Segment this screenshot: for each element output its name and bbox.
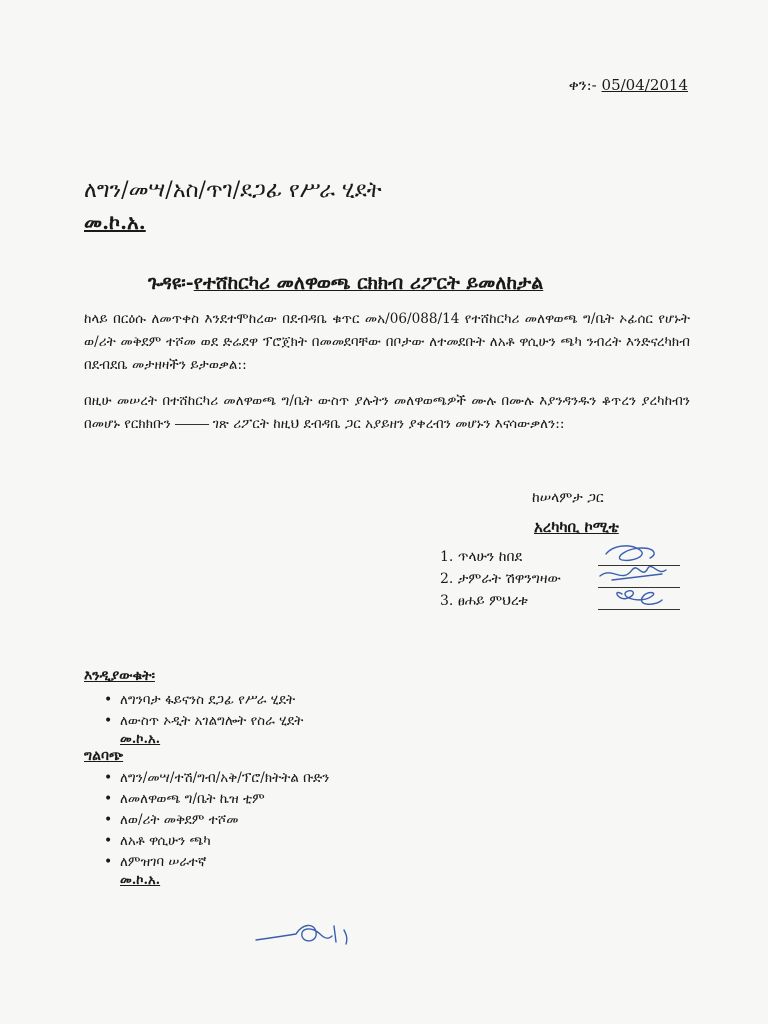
signatory-name: ጥላሁን ከበደ: [457, 549, 523, 565]
body-paragraph-2-end: ገጽ ሪፖርት ከዚህ ደብዳቤ ጋር አያይዘን ያቀረብን መሆኑን እናሳውቃለን::: [212, 416, 565, 432]
cc-info-section: [100, 690, 303, 747]
closing-greeting: ከሠላምታ ጋር: [532, 490, 604, 506]
list-item: • ለግን/መሣ/ተሽ/ግብ/አቅ/ፕሮ/ክትትል ቡድን: [100, 768, 329, 789]
date-label: ቀን:-: [568, 76, 597, 94]
signatory-name: ፀሐይ ምህረቱ: [457, 593, 528, 609]
signatory-name: ታምራት ሽዋንግዛው: [457, 571, 561, 587]
cc-copy-list: [100, 768, 329, 873]
author-initials-signature: [250, 916, 360, 952]
subject-line: [148, 272, 543, 294]
cc-info-org: መ.ኮ.አ.: [120, 732, 161, 747]
body-paragraph-2: [84, 390, 690, 436]
list-item: • ለውስጥ ኦዲት አገልግሎት የስራ ሂደት: [100, 711, 303, 732]
cc-copy-section: [100, 768, 329, 888]
addressee-line-1: ለግን/መሣ/አስ/ጥገ/ደጋፊ የሥራ ሂደት: [84, 178, 382, 203]
signatory-number: 1.: [440, 549, 454, 565]
list-item: • ለወ/ሪት መቅደም ተሾመ: [100, 810, 329, 831]
body-paragraph-2-start: በዚሁ መሠረት በተሸከርካሪ መለዋወጫ ግ/ቤት ውስጥ ያሉትን መለዋወጫዎች ሙሉ በሙሉ እያንዳንዱን ቆጥረን ያረካከብን በመሆኑ የርክክቡን: [84, 393, 690, 432]
list-item: • ለመለዋወጫ ግ/ቤት ኬዝ ቲም: [100, 789, 329, 810]
page-count-blank: [175, 424, 209, 425]
list-item: • ለምዝገባ ሠራተኛ: [100, 852, 329, 873]
addressee-line-2: መ.ኮ.አ.: [84, 210, 146, 234]
cc-info-title: እንዲያውቁት፡: [84, 668, 155, 684]
subject-text: የተሸከርካሪ መለዋወጫ ርክክብ ሪፖርት ይመለከታል: [193, 272, 544, 294]
signatory-number: 2.: [440, 571, 454, 587]
cc-copy-title: ግልባጭ: [84, 748, 124, 764]
cc-info-list: [100, 690, 303, 732]
list-item: • ለግንባታ ፋይናንስ ደጋፊ የሥራ ሂደት: [100, 690, 303, 711]
signatory-number: 3.: [440, 593, 454, 609]
cc-copy-org: መ.ኮ.አ.: [120, 873, 161, 888]
date-value: 05/04/2014: [601, 76, 688, 94]
committee-title: አረካካቢ ኮሚቴ: [534, 518, 619, 536]
date-line: [569, 76, 688, 94]
subject-label: ጉዳዩ፡-: [148, 272, 194, 294]
list-item: • ለአቶ ዋሲሁን ጫካ: [100, 831, 329, 852]
handwritten-signatures: [592, 540, 682, 612]
body-paragraph-1: ከላይ በርዕሱ ለመጥቀስ እንደተሞከረው በደብዳቤ ቁጥር መአ/06/088/14 የተሸከርካሪ መለዋወጫ ግ/ቤት ኦፊሰር የሆኑት ወ/ሪት መቅደም ተሾመ ወደ ድሬደዋ ፕሮጀክት በመመደባቸው በቦታው ለተመደቡት ለአቶ ዋሲሁን ጫካ ንብረት እንድናረካክብ በደብደቤ መታዘዛችን ይታወቃል::: [84, 311, 690, 373]
